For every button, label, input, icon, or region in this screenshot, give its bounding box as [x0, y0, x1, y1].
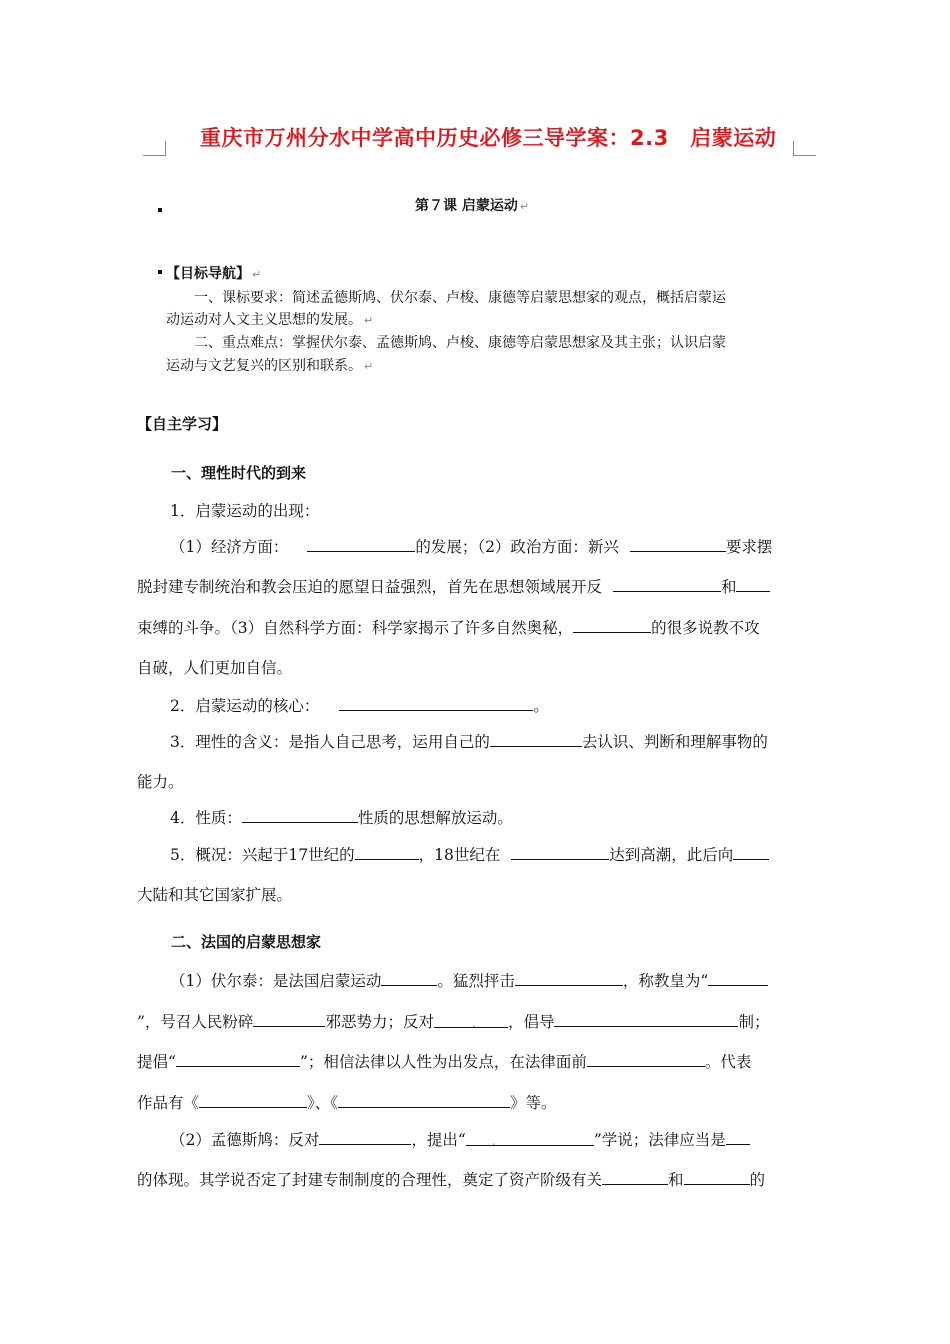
goal-line-4: 运动与文艺复兴的区别和联系。 ↵ — [166, 358, 374, 374]
question-3: 3．理性的含义：是指人自己思考，运用自己的 去认识、判断和理解事物的 — [170, 733, 768, 751]
fill-blank[interactable] — [490, 732, 582, 747]
fill-blank[interactable] — [253, 1012, 325, 1027]
fill-blank[interactable] — [573, 618, 651, 633]
part1-heading: 一、理性时代的到来 — [171, 464, 307, 482]
question-1-line-3: 束缚的斗争。（3）自然科学方面：科学家揭示了许多自然奥秘， 的很多说教不攻 — [137, 619, 760, 637]
dot-mark: . — [491, 1134, 496, 1148]
goal-heading: 【目标导航】 ↵ — [166, 266, 262, 282]
page-title: 重庆市万州分水中学高中历史必修三导学案：2.3 启蒙运动 — [200, 126, 777, 150]
montesquieu-line-2: 的体现。其学说否定了封建专制制度的合理性，奠定了资产阶级有关 和 的 — [137, 1171, 766, 1189]
fill-blank[interactable] — [466, 1131, 594, 1146]
fill-blank[interactable] — [199, 1093, 307, 1108]
fill-blank[interactable] — [602, 1170, 668, 1185]
lesson-heading: 第７课 启蒙运动 ↵ — [415, 198, 530, 214]
bullet-mark — [158, 270, 162, 274]
part2-heading: 二、法国的启蒙思想家 — [171, 933, 322, 951]
fill-blank[interactable] — [684, 1170, 750, 1185]
fill-blank[interactable] — [355, 845, 419, 860]
margin-corner-right — [793, 141, 816, 156]
fill-blank[interactable] — [630, 537, 726, 552]
fill-blank[interactable] — [515, 971, 623, 986]
bullet-mark — [158, 208, 162, 212]
goal-line-1: 一、课标要求：简述孟德斯鸠、伏尔泰、卢梭、康德等启蒙思想家的观点，概括启蒙运 — [194, 290, 726, 306]
fill-blank[interactable] — [434, 1013, 508, 1028]
fill-blank[interactable] — [587, 1052, 705, 1067]
fill-blank[interactable] — [554, 1012, 738, 1027]
fill-blank[interactable] — [708, 971, 768, 986]
fill-blank[interactable] — [176, 1052, 300, 1067]
question-4: 4．性质： 性质的思想解放运动。 — [170, 809, 513, 827]
fill-blank[interactable] — [736, 577, 770, 592]
question-5: 5．概况：兴起于17世纪的 ，18世纪在 达到高潮，此后向 — [170, 843, 769, 865]
return-mark: ↵ — [519, 200, 530, 213]
fill-blank[interactable] — [242, 808, 358, 823]
voltaire-line-2: ”，号召人民粉碎 邪恶势力；反对 . ，倡导 制； — [137, 1013, 770, 1031]
voltaire-line-1: （1）伏尔泰：是法国启蒙运动 。猛烈抨击 ，称教皇为“ — [170, 969, 768, 991]
dot-mark: . — [471, 1016, 476, 1030]
goal-line-3: 二、重点难点：掌握伏尔泰、孟德斯鸠、卢梭、康德等启蒙思想家及其主张；认识启蒙 — [194, 335, 726, 351]
question-1-line-2: 脱封建专制统治和教会压迫的愿望日益强烈，首先在思想领域展开反 和 — [137, 575, 770, 597]
montesquieu-line-1: （2）孟德斯鸠：反对 ，提出“ . ”学说；法律应当是 — [170, 1128, 750, 1150]
goal-line-2: 动运动对人文主义思想的发展。 ↵ — [166, 312, 374, 328]
question-1-line-1: （1）经济方面： 的发展；（2）政治方面：新兴 要求摆 — [170, 538, 773, 556]
fill-blank[interactable] — [613, 577, 721, 592]
question-5-line-2: 大陆和其它国家扩展。 — [137, 886, 293, 904]
fill-blank[interactable] — [338, 1093, 510, 1108]
voltaire-line-4: 作品有《 》、《 》等。 — [137, 1094, 557, 1112]
fill-blank[interactable] — [307, 537, 415, 552]
self-study-heading: 【自主学习】 — [137, 415, 228, 433]
question-1-line-4: 自破，人们更加自信。 — [137, 659, 293, 677]
fill-blank[interactable] — [381, 971, 437, 986]
fill-blank[interactable] — [511, 845, 609, 860]
margin-corner-left — [143, 141, 166, 156]
question-1: 1．启蒙运动的出现： — [170, 502, 320, 520]
fill-blank[interactable] — [339, 696, 533, 711]
question-3-line-2: 能力。 — [137, 773, 184, 791]
fill-blank[interactable] — [319, 1130, 411, 1145]
voltaire-line-3: 提倡“ ”；相信法律以人性为出发点，在法律面前 。代表 — [137, 1053, 752, 1071]
fill-blank[interactable] — [733, 845, 769, 860]
fill-blank[interactable] — [726, 1130, 750, 1145]
question-2: 2．启蒙运动的核心： 。 — [170, 697, 549, 715]
